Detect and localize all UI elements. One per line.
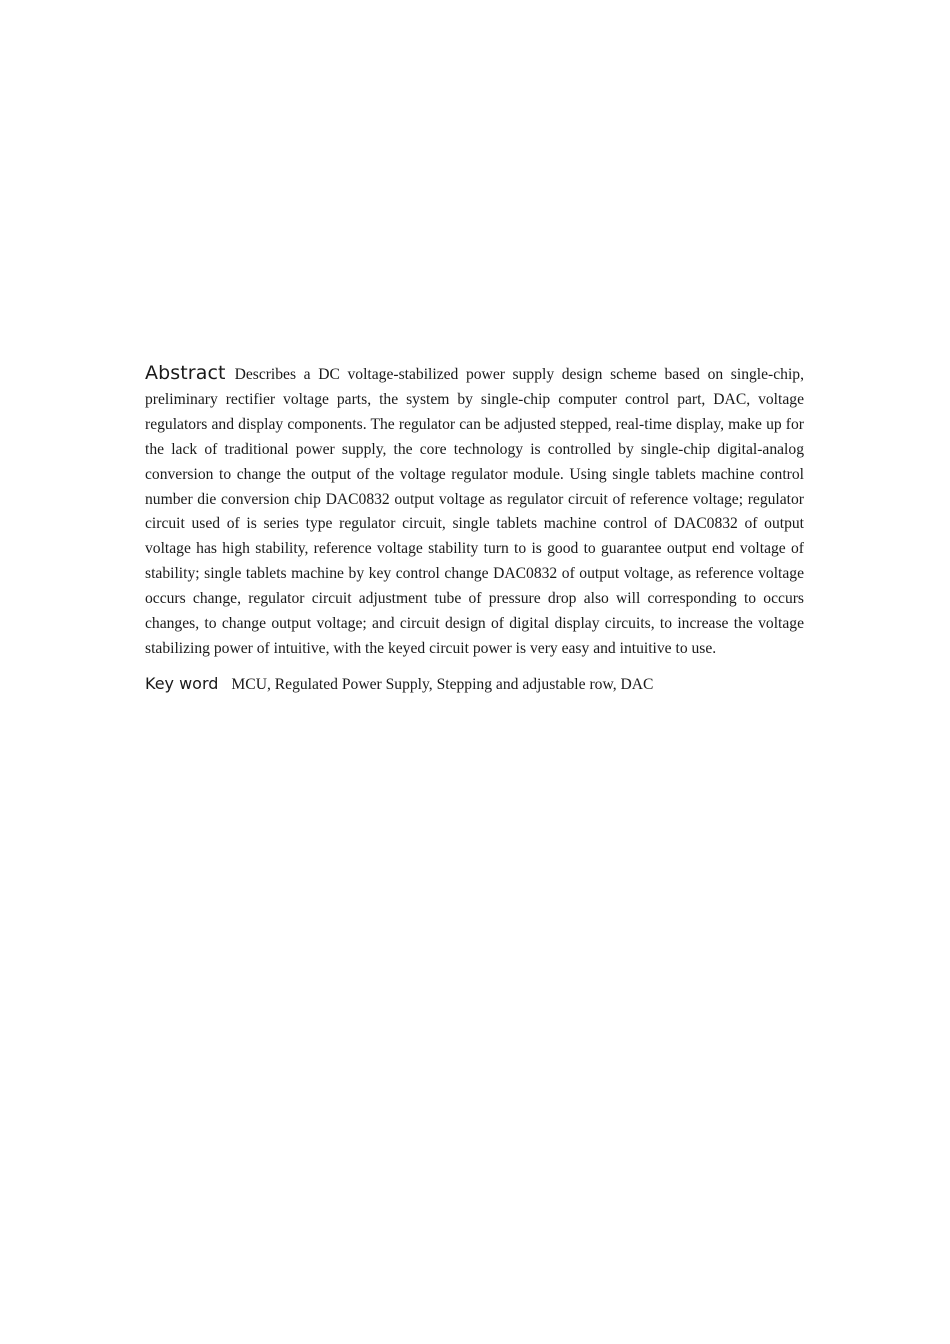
abstract-paragraph — [145, 361, 804, 662]
abstract-text: Describes a DC voltage-stabilized power supply design scheme based on single-chip, preliminary rectifier voltage parts, the system by single-chip computer control part, DAC, voltage regulators and display components. The regulator can be adjusted stepped, real-time display, make up for the lack of traditional power supply, the core technology is controlled by single-chip digital-analog conversion to change the output of the voltage regulator module. Using single tablets machine control number die conversion chip DAC0832 output voltage as regulator circuit of reference voltage; regulator circuit used of is series type regulator circuit, single tablets machine control of DAC0832 of output voltage has high stability, reference voltage stability turn to is good to guarantee output end voltage of stability; single tablets machine by key control change DAC0832 of output voltage, as reference voltage occurs change, regulator circuit adjustment tube of pressure drop also will corresponding to occurs changes, to change output voltage; and circuit design of digital display circuits, to increase the voltage stabilizing power of intuitive, with the keyed circuit power is very easy and intuitive to use. — [145, 366, 804, 657]
abstract-section — [145, 361, 804, 698]
keywords-paragraph — [145, 672, 804, 698]
keywords-label: Key word — [145, 673, 219, 693]
keywords-text: MCU, Regulated Power Supply, Stepping and adjustable row, DAC — [231, 675, 654, 693]
abstract-label: Abstract — [145, 362, 226, 384]
